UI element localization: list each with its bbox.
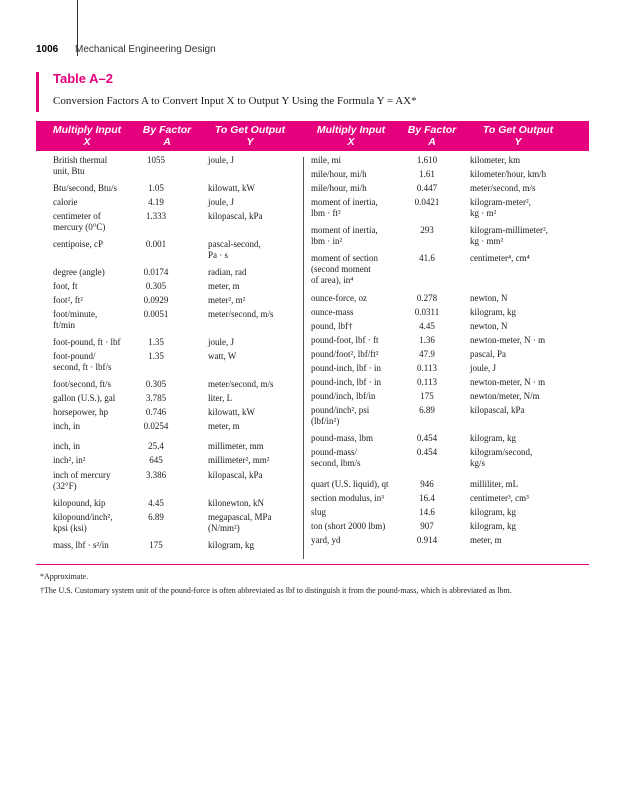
factor-cell: 907	[420, 521, 434, 531]
input-unit-cell: kilopound/inch², kpsi (ksi)	[53, 512, 113, 533]
factor-cell: 0.305	[145, 379, 167, 389]
output-unit-cell: joule, J	[208, 337, 234, 347]
factor-cell: 1.610	[416, 155, 438, 165]
output-unit-cell: pascal-second, Pa · s	[208, 239, 261, 260]
input-unit-cell: mile/hour, mi/h	[311, 169, 367, 179]
factor-cell: 0.278	[416, 293, 438, 303]
output-unit-cell: watt, W	[208, 351, 237, 361]
input-unit-cell: pound/foot², lbf/ft²	[311, 349, 379, 359]
header-by-factor-left	[136, 124, 198, 148]
input-unit-cell: centimeter of mercury (0°C)	[53, 211, 106, 232]
header-symbol: Y	[514, 136, 522, 148]
factor-cell: 4.45	[419, 321, 435, 331]
input-unit-cell: mile, mi	[311, 155, 341, 165]
input-unit-cell: mile/hour, mi/h	[311, 183, 367, 193]
factor-cell: 946	[420, 479, 434, 489]
factor-cell: 0.454	[416, 447, 438, 457]
factor-cell: 1.61	[419, 169, 435, 179]
input-unit-cell: pound-mass, lbm	[311, 433, 373, 443]
factor-cell: 0.0929	[143, 295, 169, 305]
table-header	[36, 121, 589, 151]
factor-cell: 3.785	[145, 393, 167, 403]
input-unit-cell: pound/inch, lbf/in	[311, 391, 376, 401]
factor-cell: 16.4	[419, 493, 435, 503]
input-unit-cell: section modulus, in³	[311, 493, 384, 503]
factor-cell: 1.36	[419, 335, 435, 345]
output-unit-cell: newton, N	[470, 293, 508, 303]
input-unit-cell: slug	[311, 507, 327, 517]
header-label: By Factor	[142, 124, 192, 136]
factor-cell: 3.386	[145, 470, 167, 480]
output-unit-cell: joule, J	[208, 197, 234, 207]
input-unit-cell: gallon (U.S.), gal	[53, 393, 116, 403]
factor-cell: 0.0051	[143, 309, 169, 319]
input-unit-cell: quart (U.S. liquid), qt	[311, 479, 389, 489]
input-unit-cell: yard, yd	[311, 535, 341, 545]
header-by-factor-right	[400, 124, 464, 148]
output-unit-cell: kilonewton, kN	[208, 498, 264, 508]
factor-cell: 175	[149, 540, 163, 550]
factor-cell: 14.6	[419, 507, 435, 517]
output-unit-cell: meter/second, m/s	[470, 183, 536, 193]
factor-cell: 25.4	[148, 441, 164, 451]
header-label: Multiply Input	[316, 124, 386, 136]
column-divider	[303, 157, 304, 559]
output-unit-cell: centimeter⁴, cm⁴	[470, 253, 530, 263]
factor-cell: 0.001	[145, 239, 167, 249]
table-caption: Conversion Factors A to Convert Input X to Output Y Using the Formula Y = AX*	[53, 95, 417, 107]
output-unit-cell: liter, L	[208, 393, 233, 403]
input-unit-cell: ounce-mass	[311, 307, 354, 317]
output-unit-cell: kilogram-meter², kg · m²	[470, 197, 531, 218]
factor-cell: 47.9	[419, 349, 435, 359]
output-unit-cell: newton-meter, N · m	[470, 335, 546, 345]
output-unit-cell: pascal, Pa	[470, 349, 506, 359]
output-unit-cell: kilopascal, kPa	[470, 405, 525, 415]
header-label: To Get Output	[214, 124, 286, 136]
header-label: To Get Output	[482, 124, 554, 136]
running-head	[36, 44, 336, 55]
output-unit-cell: centimeter³, cm³	[470, 493, 529, 503]
output-unit-cell: meter, m	[208, 281, 240, 291]
output-unit-cell: megapascal, MPa (N/mm²)	[208, 512, 272, 533]
output-unit-cell: kilogram, kg	[470, 507, 516, 517]
factor-cell: 293	[420, 225, 434, 235]
input-unit-cell: mass, lbf · s²/in	[53, 540, 109, 550]
output-unit-cell: kilogram, kg	[470, 521, 516, 531]
header-label: Multiply Input	[52, 124, 122, 136]
input-unit-cell: inch, in	[53, 441, 80, 451]
input-unit-cell: pound/inch², psi (lbf/in²)	[311, 405, 370, 426]
input-unit-cell: moment of inertia, lbm · in²	[311, 225, 378, 246]
factor-cell: 6.89	[148, 512, 164, 522]
page-number: 1006	[36, 44, 59, 55]
table-bottom-rule	[36, 564, 589, 565]
output-unit-cell: kilogram, kg	[470, 307, 516, 317]
header-to-get-output-right	[470, 124, 566, 148]
output-unit-cell: kilopascal, kPa	[208, 470, 263, 480]
output-unit-cell: meter, m	[470, 535, 502, 545]
output-unit-cell: meter/second, m/s	[208, 379, 274, 389]
factor-cell: 6.89	[419, 405, 435, 415]
input-unit-cell: foot², ft²	[53, 295, 83, 305]
output-unit-cell: kilogram, kg	[208, 540, 254, 550]
header-symbol: Y	[246, 136, 254, 148]
input-unit-cell: pound-inch, lbf · in	[311, 377, 381, 387]
factor-cell: 0.447	[416, 183, 438, 193]
factor-cell: 0.0311	[414, 307, 440, 317]
factor-cell: 175	[420, 391, 434, 401]
input-unit-cell: ton (short 2000 lbm)	[311, 521, 386, 531]
output-unit-cell: kilometer/hour, km/h	[470, 169, 547, 179]
factor-cell: 1.35	[148, 351, 164, 361]
factor-cell: 0.113	[417, 363, 437, 373]
input-unit-cell: pound-mass/ second, lbm/s	[311, 447, 361, 468]
input-unit-cell: centipoise, cP	[53, 239, 103, 249]
header-symbol: X	[83, 136, 91, 148]
factor-cell: 0.0174	[143, 267, 169, 277]
input-unit-cell: pound-inch, lbf · in	[311, 363, 381, 373]
factor-cell: 0.0254	[143, 421, 169, 431]
input-unit-cell: foot/minute, ft/min	[53, 309, 98, 330]
output-unit-cell: kilogram-millimeter², kg · mm²	[470, 225, 548, 246]
output-unit-cell: joule, J	[470, 363, 496, 373]
output-unit-cell: newton/meter, N/m	[470, 391, 540, 401]
input-unit-cell: foot-pound, ft · lbf	[53, 337, 121, 347]
factor-cell: 1.333	[145, 211, 167, 221]
input-unit-cell: moment of inertia, lbm · ft²	[311, 197, 378, 218]
header-symbol: X	[347, 136, 355, 148]
output-unit-cell: millimeter², mm²	[208, 455, 270, 465]
input-unit-cell: inch², in²	[53, 455, 86, 465]
factor-cell: 0.113	[417, 377, 437, 387]
output-unit-cell: kilopascal, kPa	[208, 211, 263, 221]
factor-cell: 41.6	[419, 253, 435, 263]
input-unit-cell: foot-pound/ second, ft · lbf/s	[53, 351, 112, 372]
input-unit-cell: calorie	[53, 197, 78, 207]
header-to-get-output-left	[202, 124, 298, 148]
input-unit-cell: foot/second, ft/s	[53, 379, 111, 389]
factor-cell: 0.305	[145, 281, 167, 291]
input-unit-cell: kilopound, kip	[53, 498, 106, 508]
output-unit-cell: joule, J	[208, 155, 234, 165]
input-unit-cell: Btu/second, Btu/s	[53, 183, 118, 193]
factor-cell: 1.35	[148, 337, 164, 347]
factor-cell: 0.914	[416, 535, 438, 545]
input-unit-cell: pound-foot, lbf · ft	[311, 335, 379, 345]
header-symbol: A	[163, 136, 171, 148]
input-unit-cell: horsepower, hp	[53, 407, 109, 417]
table-title-accent-bar	[36, 72, 39, 112]
input-unit-cell: degree (angle)	[53, 267, 105, 277]
factor-cell: 0.0421	[414, 197, 440, 207]
factor-cell: 4.19	[148, 197, 164, 207]
output-unit-cell: millimeter, mm	[208, 441, 264, 451]
factor-cell: 1055	[147, 155, 165, 165]
output-unit-cell: newton, N	[470, 321, 508, 331]
output-unit-cell: radian, rad	[208, 267, 247, 277]
book-title: Mechanical Engineering Design	[75, 44, 216, 55]
output-unit-cell: kilometer, km	[470, 155, 521, 165]
output-unit-cell: kilowatt, kW	[208, 407, 255, 417]
header-symbol: A	[428, 136, 436, 148]
header-multiply-input-right	[306, 124, 396, 148]
factor-cell: 1.05	[148, 183, 164, 193]
input-unit-cell: inch of mercury (32°F)	[53, 470, 111, 491]
output-unit-cell: meter, m	[208, 421, 240, 431]
footnote-lbf: †The U.S. Customary system unit of the pound-force is often abbreviated as lbf to distinguish it from the pound-mass, which is abbreviated as lbm.	[40, 586, 512, 595]
output-unit-cell: kilowatt, kW	[208, 183, 255, 193]
output-unit-cell: meter/second, m/s	[208, 309, 274, 319]
output-unit-cell: newton-meter, N · m	[470, 377, 546, 387]
output-unit-cell: meter², m²	[208, 295, 246, 305]
input-unit-cell: foot, ft	[53, 281, 78, 291]
header-label: By Factor	[407, 124, 457, 136]
input-unit-cell: ounce-force, oz	[311, 293, 367, 303]
table-label: Table A–2	[53, 71, 113, 86]
output-unit-cell: kilogram, kg	[470, 433, 516, 443]
header-multiply-input-left	[42, 124, 132, 148]
input-unit-cell: British thermal unit, Btu	[53, 155, 108, 176]
factor-cell: 0.454	[416, 433, 438, 443]
factor-cell: 0.746	[145, 407, 167, 417]
input-unit-cell: moment of section (second moment of area), in⁴	[311, 253, 378, 285]
output-unit-cell: milliliter, mL	[470, 479, 519, 489]
input-unit-cell: inch, in	[53, 421, 80, 431]
factor-cell: 645	[149, 455, 163, 465]
footnote-approximate: *Approximate.	[40, 572, 89, 581]
output-unit-cell: kilogram/second, kg/s	[470, 447, 533, 468]
factor-cell: 4.45	[148, 498, 164, 508]
input-unit-cell: pound, lbf†	[311, 321, 353, 331]
